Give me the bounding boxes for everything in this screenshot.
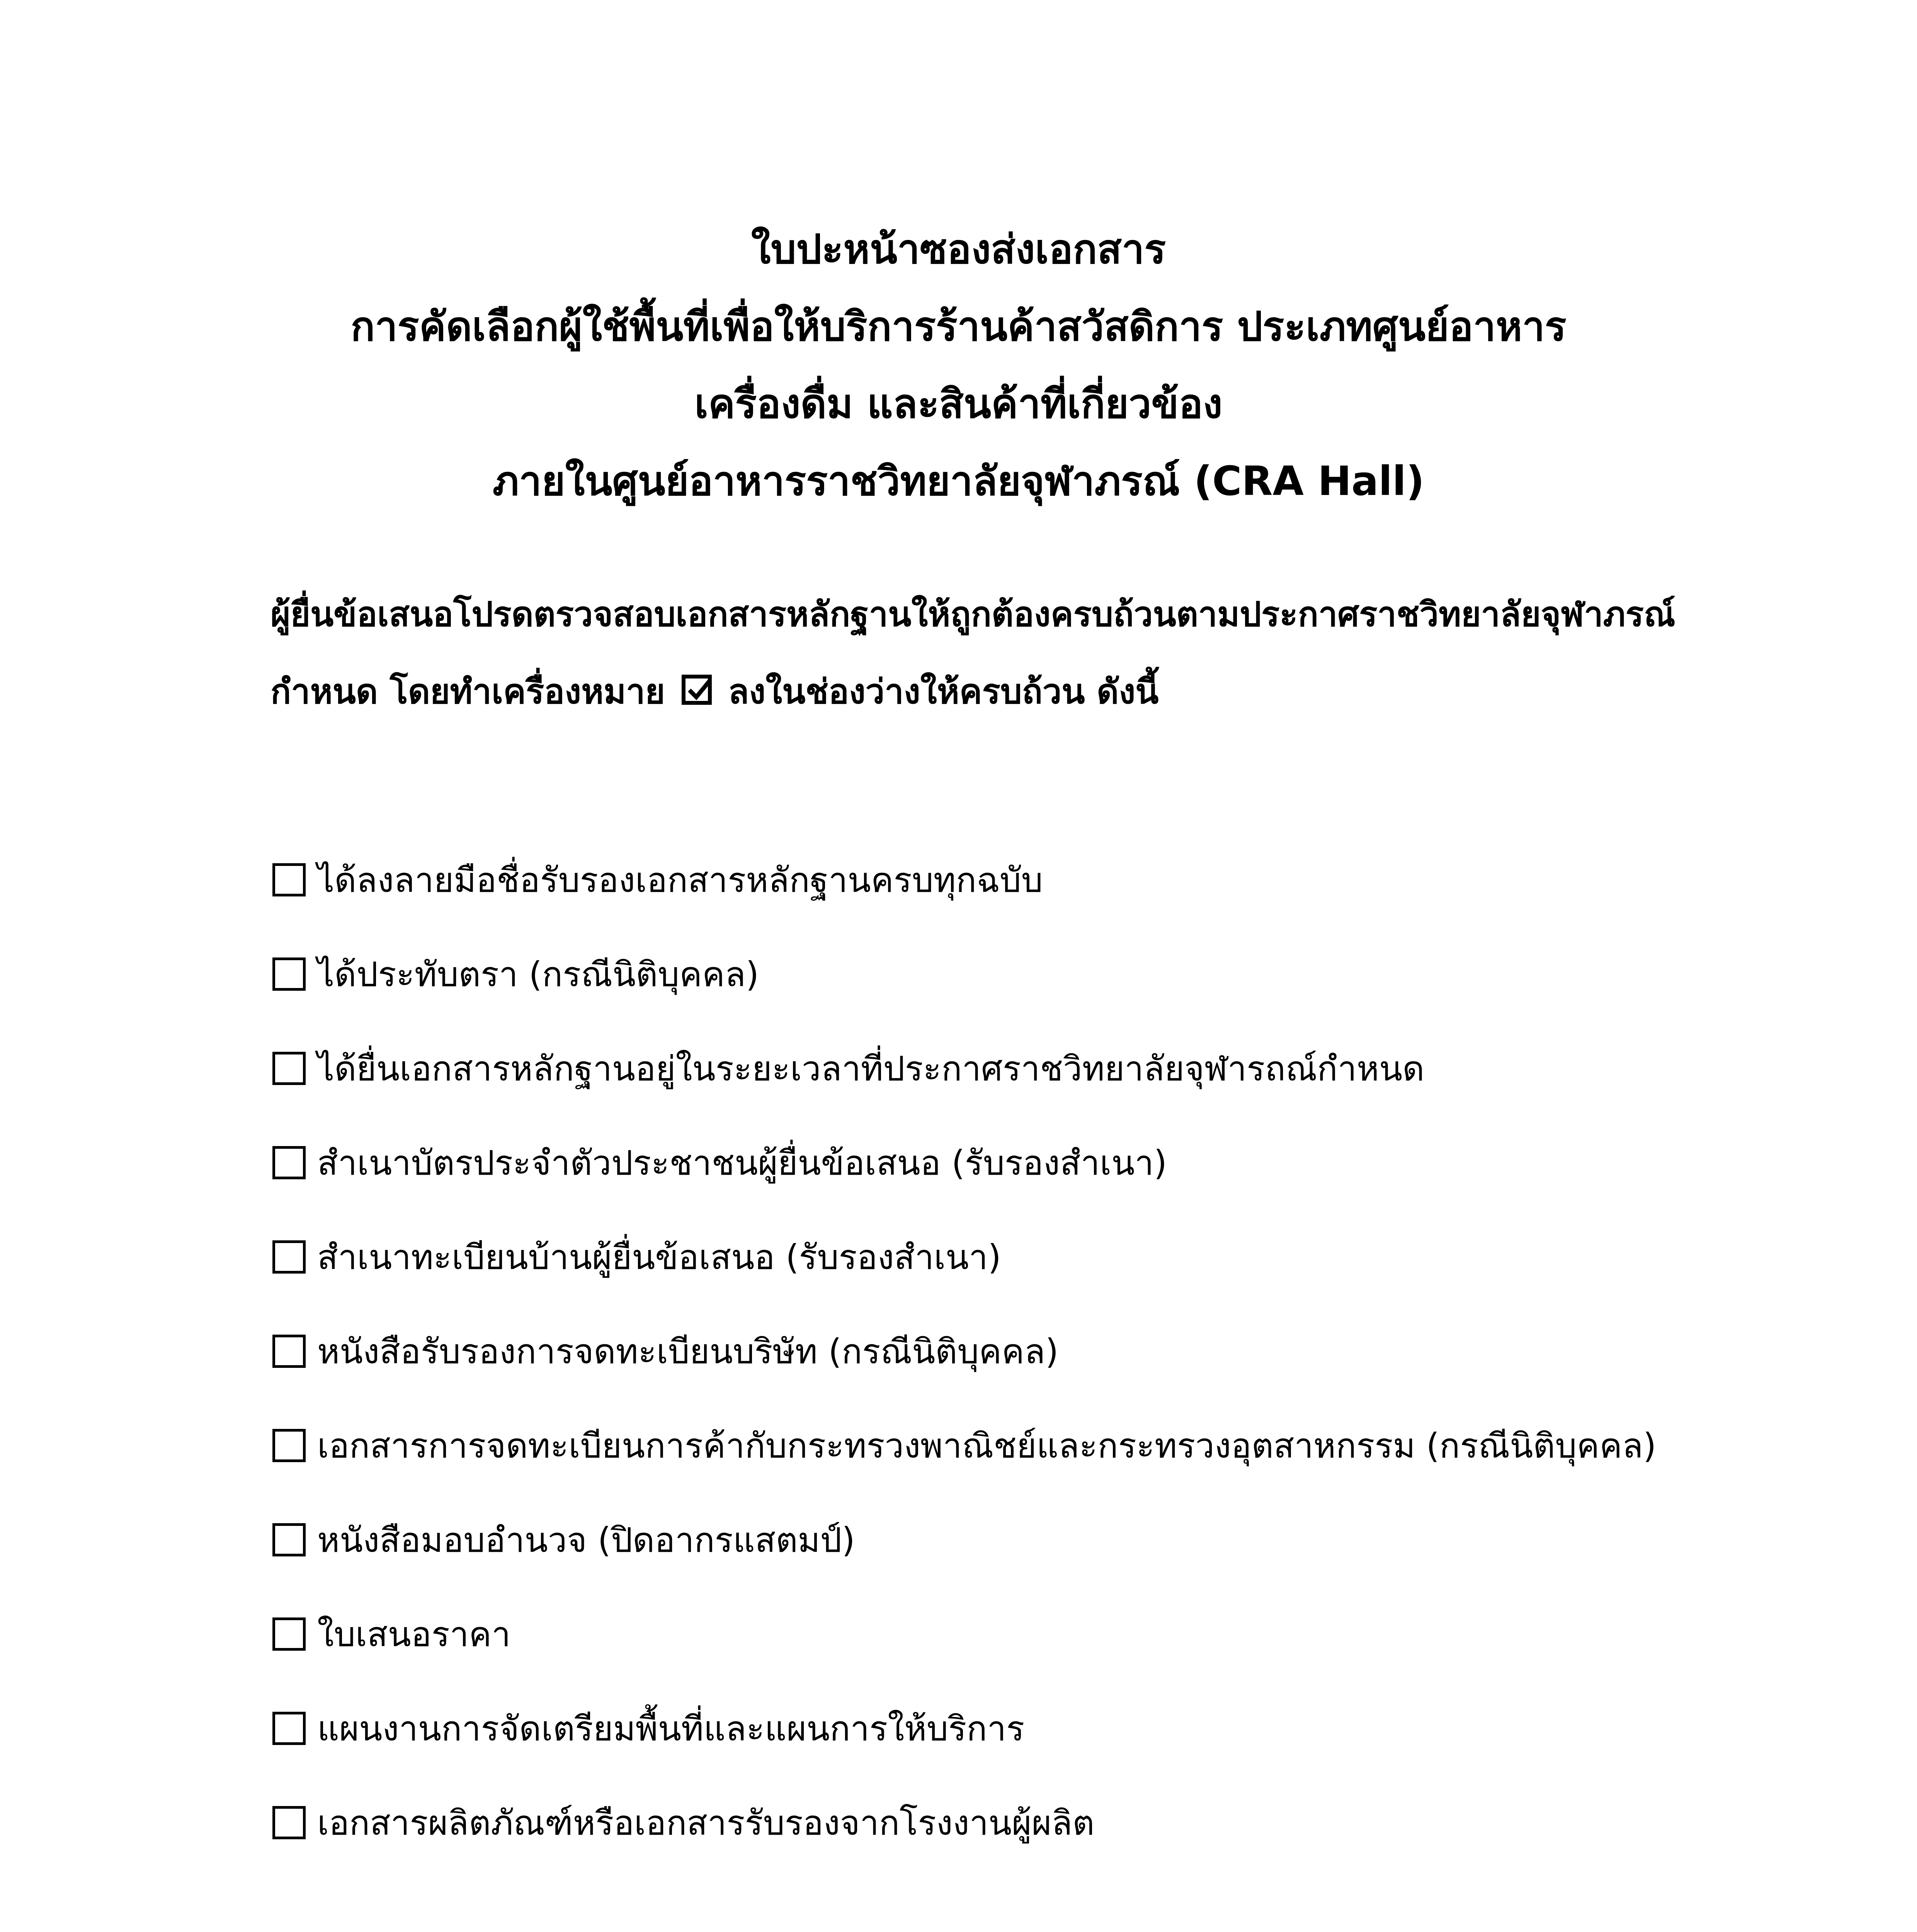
checklist-item xyxy=(272,927,1857,1021)
checklist-item xyxy=(272,1587,1857,1681)
checkbox[interactable] xyxy=(272,863,306,896)
checklist-item xyxy=(272,1493,1857,1587)
checklist-item xyxy=(272,833,1857,927)
instructions-line-2-end: ลงในช่องว่างให้ครบถ้วน ดังนี้ xyxy=(728,672,1159,711)
instructions xyxy=(270,576,1739,730)
checklist-item xyxy=(272,1681,1857,1776)
checkbox[interactable] xyxy=(272,1052,306,1085)
checklist-item-label: สำเนาทะเบียนบ้านผู้ยื่นข้อเสนอ (รับรองสำเนา) xyxy=(317,1237,1001,1277)
instructions-line-2 xyxy=(270,653,1739,730)
checklist-item xyxy=(272,1021,1857,1116)
checklist-item xyxy=(272,1304,1857,1398)
checklist-item-label: เอกสารการจดทะเบียนการค้ากับกระทรวงพาณิชย์และกระทรวงอุตสาหกรรม (กรณีนิติบุคคล) xyxy=(317,1426,1657,1466)
checklist-item-label: ได้ลงลายมือชื่อรับรองเอกสารหลักฐานครบทุกฉบับ xyxy=(317,860,1043,900)
header-title: ใบปะหน้าซองส่งเอกสาร xyxy=(751,226,1166,273)
header-subtitle-line-2: เครื่องดื่ม และสินค้าที่เกี่ยวข้อง xyxy=(694,380,1223,427)
checkbox[interactable] xyxy=(272,1806,306,1839)
checkbox[interactable] xyxy=(272,1617,306,1651)
checked-box-icon xyxy=(682,675,712,705)
checklist-item-label: ได้ประทับตรา (กรณีนิติบุคคล) xyxy=(317,954,759,994)
checkbox[interactable] xyxy=(272,1335,306,1368)
checklist-item-label: ได้ยื่นเอกสารหลักฐานอยู่ในระยะเวลาที่ประกาศราชวิทยาลัยจุฬารถณ์กำหนด xyxy=(317,1049,1425,1088)
document-checklist xyxy=(272,833,1857,1870)
checklist-item xyxy=(272,1398,1857,1493)
instructions-line-2-start: กำหนด โดยทำเครื่องหมาย xyxy=(270,672,665,711)
checklist-item xyxy=(272,1210,1857,1304)
header-subtitle-line-3: ภายในศูนย์อาหารราชวิทยาลัยจุฬาภรณ์ (CRA Hall) xyxy=(492,457,1425,505)
checklist-item-label: เอกสารผลิตภัณฑ์หรือเอกสารรับรองจากโรงงานผู้ผลิต xyxy=(317,1803,1095,1843)
checkbox[interactable] xyxy=(272,1429,306,1462)
checklist-item-label: ใบเสนอราคา xyxy=(317,1614,511,1654)
checklist-item-label: หนังสือรับรองการจดทะเบียนบริษัท (กรณีนิติบุคคล) xyxy=(317,1332,1059,1371)
checklist-item xyxy=(272,1776,1857,1870)
checklist-item-label: สำเนาบัตรประจำตัวประชาชนผู้ยื่นข้อเสนอ (รับรองสำเนา) xyxy=(317,1143,1167,1183)
header-subtitle-line-1: การคัดเลือกผู้ใช้พื้นที่เพื่อให้บริการร้านค้าสวัสดิการ ประเภทศูนย์อาหาร xyxy=(350,303,1567,350)
checkbox[interactable] xyxy=(272,957,306,991)
checkbox[interactable] xyxy=(272,1712,306,1745)
checkbox[interactable] xyxy=(272,1240,306,1274)
checkbox[interactable] xyxy=(272,1146,306,1179)
checkbox[interactable] xyxy=(272,1523,306,1556)
checklist-item-label: แผนงานการจัดเตรียมพื้นที่และแผนการให้บริการ xyxy=(317,1709,1025,1748)
checklist-item-label: หนังสือมอบอำนวจ (ปิดอากรแสตมป์) xyxy=(317,1520,855,1560)
checklist-item xyxy=(272,1116,1857,1210)
document-header xyxy=(0,211,1917,520)
instructions-line-1: ผู้ยื่นข้อเสนอโปรดตรวจสอบเอกสารหลักฐานให้ถูกต้องครบถ้วนตามประกาศราชวิทยาลัยจุฬาภรณ์ xyxy=(270,594,1675,634)
